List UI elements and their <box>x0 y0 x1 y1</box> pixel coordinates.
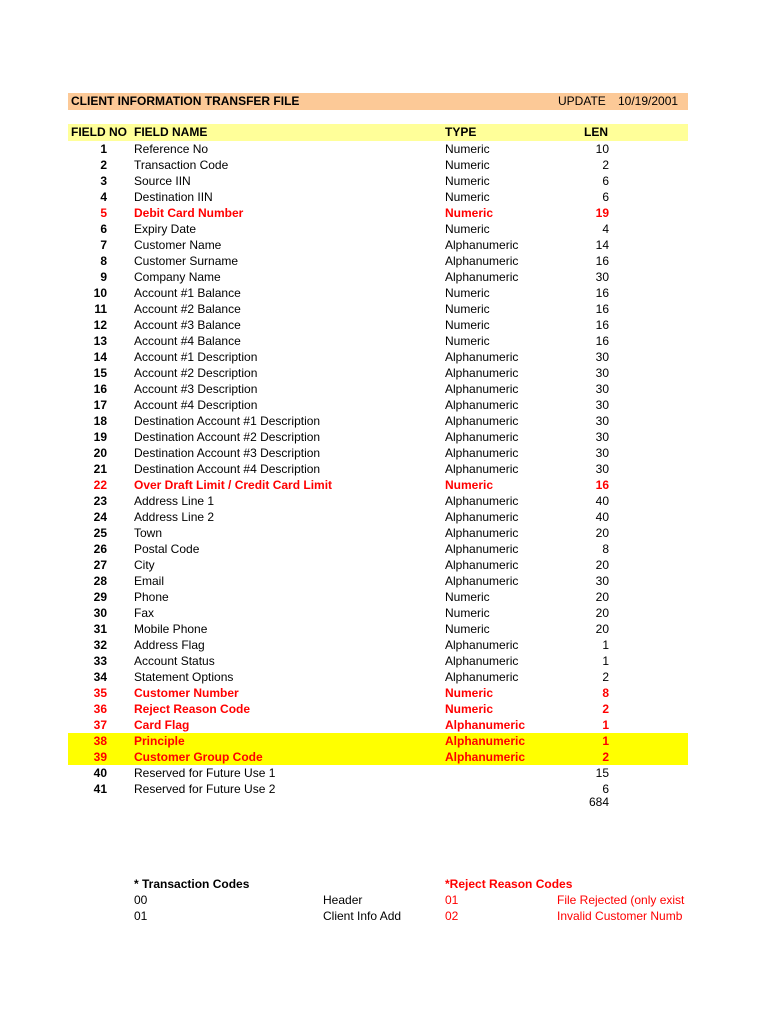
header-field-name: FIELD NAME <box>134 125 208 139</box>
table-row <box>68 317 688 333</box>
table-row <box>68 733 688 749</box>
field-length: 30 <box>595 462 609 476</box>
table-row <box>68 397 688 413</box>
field-number: 16 <box>93 382 107 396</box>
field-number: 41 <box>93 782 107 796</box>
table-row <box>68 269 688 285</box>
field-length: 2 <box>602 702 609 716</box>
transaction-code-desc: Client Info Add <box>323 909 402 923</box>
table-row <box>68 253 688 269</box>
table-row <box>68 669 688 685</box>
field-type: Numeric <box>445 286 490 300</box>
field-number: 13 <box>93 334 107 348</box>
field-length: 2 <box>602 158 609 172</box>
field-length: 30 <box>595 446 609 460</box>
field-name: Statement Options <box>134 670 234 684</box>
field-type: Alphanumeric <box>445 670 519 684</box>
field-number: 7 <box>100 238 107 252</box>
field-number: 28 <box>93 574 107 588</box>
field-name: Account #4 Description <box>134 398 258 412</box>
field-type: Numeric <box>445 302 490 316</box>
table-row <box>68 589 688 605</box>
field-name: Reject Reason Code <box>134 702 251 716</box>
table-row <box>68 717 688 733</box>
table-row <box>68 461 688 477</box>
table-row <box>68 541 688 557</box>
field-number: 30 <box>93 606 107 620</box>
update-date: 10/19/2001 <box>618 94 679 108</box>
field-name: Address Flag <box>134 638 205 652</box>
field-length: 6 <box>602 190 609 204</box>
transaction-code-desc: Header <box>323 893 363 907</box>
field-type: Numeric <box>445 622 490 636</box>
field-number: 4 <box>100 190 107 204</box>
field-length: 4 <box>602 222 609 236</box>
field-type: Numeric <box>445 222 490 236</box>
field-type: Numeric <box>445 478 494 492</box>
field-name: Reserved for Future Use 2 <box>134 782 276 796</box>
field-type: Alphanumeric <box>445 654 519 668</box>
table-row <box>68 637 688 653</box>
field-name: Over Draft Limit / Credit Card Limit <box>134 478 333 492</box>
field-length: 30 <box>595 270 609 284</box>
field-type: Alphanumeric <box>445 254 519 268</box>
field-type: Alphanumeric <box>445 366 519 380</box>
header-field-no: FIELD NO <box>71 125 127 139</box>
field-length: 6 <box>602 174 609 188</box>
field-length: 40 <box>595 494 609 508</box>
table-row <box>68 349 688 365</box>
field-number: 27 <box>93 558 107 572</box>
field-table <box>68 141 688 797</box>
field-length: 30 <box>595 430 609 444</box>
field-length: 1 <box>602 638 609 652</box>
table-row <box>68 701 688 717</box>
table-row <box>68 445 688 461</box>
field-name: Principle <box>134 734 185 748</box>
field-type: Alphanumeric <box>445 558 519 572</box>
field-number: 29 <box>93 590 107 604</box>
table-row <box>68 221 688 237</box>
field-type: Alphanumeric <box>445 734 526 748</box>
field-type: Alphanumeric <box>445 750 526 764</box>
field-type: Alphanumeric <box>445 350 519 364</box>
field-number: 8 <box>100 254 107 268</box>
field-length: 16 <box>595 318 609 332</box>
field-type: Numeric <box>445 174 490 188</box>
field-name: Phone <box>134 590 169 604</box>
field-name: Account #1 Description <box>134 350 258 364</box>
field-type: Numeric <box>445 142 490 156</box>
table-row <box>68 509 688 525</box>
field-length: 8 <box>602 686 609 700</box>
field-name: Reserved for Future Use 1 <box>134 766 276 780</box>
field-type: Numeric <box>445 606 490 620</box>
field-type: Numeric <box>445 206 494 220</box>
field-length: 16 <box>595 334 609 348</box>
header-len: LEN <box>584 125 608 139</box>
field-name: Account #3 Balance <box>134 318 241 332</box>
field-name: Company Name <box>134 270 221 284</box>
field-type: Alphanumeric <box>445 718 526 732</box>
field-name: Expiry Date <box>134 222 197 236</box>
field-type: Alphanumeric <box>445 382 519 396</box>
field-length: 14 <box>595 238 609 252</box>
field-type: Alphanumeric <box>445 414 519 428</box>
table-row <box>68 141 688 157</box>
field-length: 20 <box>595 590 609 604</box>
table-row <box>68 237 688 253</box>
field-type: Alphanumeric <box>445 270 519 284</box>
field-name: Destination Account #1 Description <box>134 414 321 428</box>
table-row <box>68 493 688 509</box>
field-name: Destination IIN <box>134 190 213 204</box>
field-number: 24 <box>93 510 107 524</box>
field-type: Alphanumeric <box>445 398 519 412</box>
field-number: 34 <box>93 670 107 684</box>
field-name: Reference No <box>134 142 209 156</box>
field-length: 20 <box>595 606 609 620</box>
field-length: 16 <box>595 302 609 316</box>
field-type: Alphanumeric <box>445 430 519 444</box>
table-row <box>68 765 688 781</box>
field-number: 2 <box>100 158 107 172</box>
field-number: 25 <box>93 526 107 540</box>
table-row <box>68 285 688 301</box>
table-row <box>68 749 688 765</box>
field-type: Alphanumeric <box>445 238 519 252</box>
field-type: Numeric <box>445 158 490 172</box>
field-name: Account #4 Balance <box>134 334 241 348</box>
field-length: 30 <box>595 574 609 588</box>
field-name: Account #1 Balance <box>134 286 241 300</box>
field-length: 16 <box>595 254 609 268</box>
field-type: Numeric <box>445 334 490 348</box>
table-row <box>68 605 688 621</box>
field-type: Alphanumeric <box>445 638 519 652</box>
document-title: CLIENT INFORMATION TRANSFER FILE <box>71 94 300 108</box>
field-name: Address Line 1 <box>134 494 215 508</box>
field-number: 12 <box>93 318 107 332</box>
field-length: 30 <box>595 350 609 364</box>
field-name: Debit Card Number <box>134 206 244 220</box>
reject-code-desc: Invalid Customer Numb <box>557 909 683 923</box>
field-type: Numeric <box>445 686 494 700</box>
field-number: 32 <box>93 638 107 652</box>
field-name: City <box>134 558 155 572</box>
field-length: 1 <box>602 654 609 668</box>
field-name: Customer Group Code <box>134 750 263 764</box>
field-type: Alphanumeric <box>445 510 519 524</box>
field-length: 2 <box>602 670 609 684</box>
field-length: 30 <box>595 398 609 412</box>
reject-code: 01 <box>445 893 459 907</box>
field-name: Fax <box>134 606 155 620</box>
field-name: Transaction Code <box>134 158 229 172</box>
field-length: 8 <box>602 542 609 556</box>
field-number: 26 <box>93 542 107 556</box>
field-number: 35 <box>93 686 107 700</box>
field-number: 10 <box>93 286 107 300</box>
field-number: 40 <box>93 766 107 780</box>
field-number: 20 <box>93 446 107 460</box>
field-name: Account #2 Description <box>134 366 258 380</box>
field-number: 23 <box>93 494 107 508</box>
field-number: 3 <box>100 174 107 188</box>
field-type: Numeric <box>445 318 490 332</box>
table-row <box>68 685 688 701</box>
field-type: Alphanumeric <box>445 446 519 460</box>
table-row <box>68 173 688 189</box>
field-name: Account Status <box>134 654 215 668</box>
field-number: 22 <box>93 478 107 492</box>
field-number: 38 <box>93 734 107 748</box>
field-length: 2 <box>602 750 609 764</box>
field-length: 30 <box>595 366 609 380</box>
transaction-code: 01 <box>134 909 148 923</box>
reject-codes-title: *Reject Reason Codes <box>445 877 573 891</box>
field-number: 36 <box>93 702 107 716</box>
field-length: 40 <box>595 510 609 524</box>
field-length: 30 <box>595 382 609 396</box>
field-name: Destination Account #3 Description <box>134 446 321 460</box>
field-name: Mobile Phone <box>134 622 208 636</box>
table-row <box>68 365 688 381</box>
field-name: Customer Number <box>134 686 239 700</box>
field-number: 33 <box>93 654 107 668</box>
field-type: Numeric <box>445 590 490 604</box>
field-name: Email <box>134 574 165 588</box>
field-type: Alphanumeric <box>445 542 519 556</box>
title-bar <box>68 93 688 110</box>
table-row <box>68 573 688 589</box>
table-row <box>68 557 688 573</box>
field-name: Town <box>134 526 163 540</box>
field-name: Source IIN <box>134 174 191 188</box>
header-type: TYPE <box>445 125 477 139</box>
field-name: Account #3 Description <box>134 382 258 396</box>
field-length: 1 <box>602 718 609 732</box>
table-row <box>68 525 688 541</box>
field-type: Alphanumeric <box>445 462 519 476</box>
field-length: 20 <box>595 558 609 572</box>
update-label: UPDATE <box>558 94 606 108</box>
field-number: 31 <box>93 622 107 636</box>
field-length: 20 <box>595 526 609 540</box>
field-number: 9 <box>100 270 107 284</box>
field-number: 1 <box>100 142 107 156</box>
field-number: 19 <box>93 430 107 444</box>
reject-code: 02 <box>445 909 459 923</box>
field-length: 16 <box>595 478 609 492</box>
field-length: 19 <box>595 206 609 220</box>
field-length: 6 <box>602 782 609 796</box>
field-name: Account #2 Balance <box>134 302 241 316</box>
table-row <box>68 381 688 397</box>
field-name: Destination Account #2 Description <box>134 430 321 444</box>
field-number: 6 <box>100 222 107 236</box>
field-name: Address Line 2 <box>134 510 215 524</box>
field-length: 10 <box>595 142 609 156</box>
field-number: 14 <box>93 350 107 364</box>
table-row <box>68 653 688 669</box>
transaction-code: 00 <box>134 893 148 907</box>
field-type: Numeric <box>445 190 490 204</box>
reject-code-desc: File Rejected (only exist <box>557 893 685 907</box>
field-length: 16 <box>595 286 609 300</box>
table-row <box>68 477 688 493</box>
field-name: Postal Code <box>134 542 200 556</box>
table-row <box>68 301 688 317</box>
field-name: Card Flag <box>134 718 190 732</box>
field-number: 5 <box>100 206 107 220</box>
field-number: 39 <box>93 750 107 764</box>
table-row <box>68 189 688 205</box>
field-name: Customer Surname <box>134 254 239 268</box>
field-type: Numeric <box>445 702 494 716</box>
table-row <box>68 413 688 429</box>
transaction-codes-title: * Transaction Codes <box>134 877 250 891</box>
table-row <box>68 429 688 445</box>
field-length: 20 <box>595 622 609 636</box>
table-row <box>68 157 688 173</box>
field-number: 11 <box>94 302 107 316</box>
table-row <box>68 621 688 637</box>
column-header-row <box>68 124 688 141</box>
field-number: 18 <box>93 414 107 428</box>
total-length: 684 <box>588 795 609 809</box>
field-type: Alphanumeric <box>445 494 519 508</box>
table-row <box>68 333 688 349</box>
field-length: 30 <box>595 414 609 428</box>
field-type: Alphanumeric <box>445 526 519 540</box>
field-name: Destination Account #4 Description <box>134 462 321 476</box>
table-row <box>68 205 688 221</box>
field-number: 17 <box>93 398 107 412</box>
field-number: 15 <box>93 366 107 380</box>
field-number: 37 <box>93 718 107 732</box>
field-length: 15 <box>595 766 609 780</box>
field-number: 21 <box>93 462 107 476</box>
field-type: Alphanumeric <box>445 574 519 588</box>
field-length: 1 <box>602 734 609 748</box>
field-name: Customer Name <box>134 238 222 252</box>
